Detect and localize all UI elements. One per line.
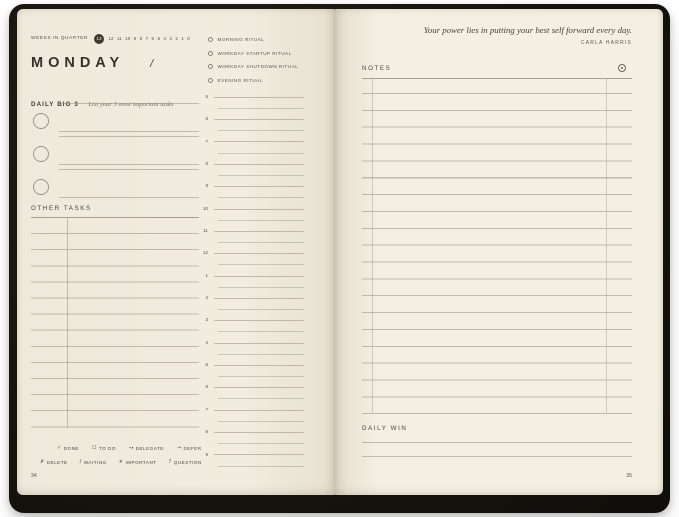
week-number: 10 (125, 36, 131, 41)
legend-item (119, 459, 157, 465)
legend-label: TO DO (98, 445, 116, 451)
legend-symbol-icon: ✳ (118, 459, 123, 465)
schedule-hour-label: 9 (205, 451, 208, 457)
half-hour-line (218, 264, 304, 265)
notes-heading-rule (362, 78, 632, 79)
ritual-label: WORKDAY SHUTDOWN RITUAL (217, 64, 299, 70)
legend-symbol-icon: → (176, 445, 182, 451)
daily-rituals-checklist (208, 33, 298, 87)
hour-line (214, 454, 304, 455)
half-hour-line (218, 354, 304, 355)
quote-author: CARLA HARRIS (580, 40, 632, 46)
day-header (31, 55, 153, 71)
week-number: 6 (151, 36, 155, 41)
ritual-row (208, 60, 298, 74)
right-page-number: 35 (626, 473, 632, 479)
legend-symbol-icon: ✗ (40, 459, 45, 465)
hour-line (214, 231, 304, 232)
hour-line (214, 164, 304, 165)
schedule-hour-label: 9 (205, 183, 208, 189)
legend-item (177, 445, 202, 451)
legend-label: DELEGATE (135, 445, 164, 451)
current-week-badge: 13 (94, 34, 104, 44)
big3-item (31, 136, 199, 169)
half-hour-line (218, 421, 304, 422)
big3-checkbox-circle (33, 113, 49, 129)
notes-right-margin-line (606, 79, 607, 413)
daily-schedule-column (195, 94, 305, 474)
schedule-hour-row (195, 384, 305, 406)
planner-notebook-cover (9, 4, 670, 513)
schedule-hour-row (195, 139, 305, 161)
half-hour-line (218, 331, 304, 332)
half-hour-line (218, 398, 304, 399)
schedule-hour-row (195, 407, 305, 429)
big3-checkbox-circle (33, 179, 49, 195)
hour-line (214, 186, 304, 187)
half-hour-line (218, 376, 304, 377)
week-number: 5 (157, 36, 161, 41)
week-number: 4 (163, 36, 166, 41)
notes-title: NOTES (362, 65, 392, 72)
schedule-hour-row (195, 295, 305, 317)
hour-line (214, 97, 304, 98)
schedule-hour-row (195, 94, 305, 116)
planner-right-page (335, 9, 663, 495)
schedule-hour-label: 7 (205, 138, 208, 144)
legend-item (40, 459, 68, 465)
big3-checkbox-circle (33, 146, 49, 162)
ritual-checkbox-circle (208, 37, 213, 42)
ritual-label: EVENING RITUAL (217, 77, 263, 83)
legend-row (40, 459, 211, 465)
writing-line (59, 131, 199, 132)
half-hour-line (218, 130, 304, 131)
writing-line (362, 442, 632, 443)
week-number: 0 (187, 36, 190, 41)
circled-dot-icon (618, 64, 626, 72)
other-tasks-ruled-lines (31, 218, 199, 431)
half-hour-line (218, 287, 304, 288)
daily-big3-title: DAILY BIG 3 (31, 101, 79, 108)
hour-line (214, 253, 304, 254)
hour-line (214, 276, 304, 277)
half-hour-line (218, 220, 304, 221)
legend-symbol-icon: ✓ (57, 445, 62, 451)
hour-line (214, 410, 304, 411)
legend-symbol-icon: ? (168, 459, 172, 465)
half-hour-line (218, 466, 304, 467)
left-page-number: 34 (31, 473, 37, 479)
schedule-hour-row (195, 228, 305, 250)
schedule-hour-row (195, 206, 305, 228)
schedule-hour-label: 7 (205, 406, 208, 412)
ritual-checkbox-circle (208, 64, 213, 69)
legend-label: DONE (63, 445, 79, 451)
schedule-hour-row (195, 161, 305, 183)
quote-text: Your power lies in putting your best self forward every day. (423, 25, 632, 35)
ritual-checkbox-circle (208, 51, 213, 56)
ritual-checkbox-circle (208, 78, 213, 83)
half-hour-line (218, 443, 304, 444)
ritual-label: MORNING RITUAL (217, 37, 265, 43)
half-hour-line (218, 197, 304, 198)
week-number: 1 (181, 36, 184, 41)
schedule-hour-row (195, 452, 305, 474)
legend-symbol-icon: ☐ (91, 445, 97, 451)
hour-line (214, 343, 304, 344)
hour-line (214, 365, 304, 366)
notes-ruled-lines (362, 93, 632, 415)
schedule-hour-row (195, 429, 305, 451)
daily-big3-subtitle: List your 3 most important tasks (88, 101, 174, 108)
other-tasks-checkbox-divider (67, 217, 68, 428)
day-title: MONDAY (31, 55, 125, 71)
legend-symbol-icon: / (79, 459, 82, 465)
schedule-hour-label: 2 (205, 295, 208, 301)
remaining-weeks-list (108, 36, 189, 41)
daily-big3-items (31, 103, 199, 202)
legend-item (169, 459, 202, 465)
schedule-hour-label: 1 (205, 272, 208, 278)
half-hour-line (218, 242, 304, 243)
hour-line (214, 209, 304, 210)
week-number: 8 (139, 36, 143, 41)
schedule-hour-label: 6 (205, 116, 208, 122)
schedule-hour-row (195, 116, 305, 138)
ritual-label: WORKDAY STARTUP RITUAL (217, 50, 292, 56)
other-tasks-title: OTHER TASKS (31, 205, 92, 212)
hour-line (214, 320, 304, 321)
schedule-hour-label: 5 (205, 362, 208, 368)
schedule-hour-label: 12 (202, 250, 208, 256)
writing-line (362, 456, 632, 457)
writing-line (59, 103, 199, 104)
task-symbol-legend (31, 445, 211, 473)
week-number: 3 (169, 36, 172, 41)
schedule-hour-row (195, 183, 305, 205)
hour-line (214, 119, 304, 120)
legend-label: QUESTION (173, 459, 202, 465)
legend-item (92, 445, 116, 451)
week-number: 2 (175, 36, 178, 41)
legend-row (57, 445, 211, 451)
legend-label: DEFER (183, 445, 202, 451)
weeks-in-quarter-tracker (31, 33, 190, 44)
ritual-row (208, 47, 298, 61)
week-number: 12 (108, 36, 114, 41)
writing-line (59, 169, 199, 170)
notes-left-margin-line (372, 79, 373, 413)
hour-line (214, 298, 304, 299)
half-hour-line (218, 309, 304, 310)
schedule-hour-row (195, 340, 305, 362)
schedule-hour-label: 8 (205, 161, 208, 167)
week-number: 9 (133, 36, 137, 41)
writing-line (59, 164, 199, 165)
legend-label: WAITING (83, 459, 107, 465)
date-slash: / (150, 58, 154, 70)
schedule-hour-label: 4 (205, 339, 208, 345)
week-number: 11 (116, 36, 122, 41)
legend-item (57, 445, 79, 451)
schedule-hour-label: 10 (202, 205, 208, 211)
schedule-hour-row (195, 250, 305, 272)
hour-line (214, 141, 304, 142)
daily-win-title: DAILY WIN (362, 425, 408, 432)
schedule-hour-row (195, 317, 305, 339)
schedule-hour-label: 11 (203, 228, 208, 234)
half-hour-line (218, 108, 304, 109)
week-number: 7 (145, 36, 149, 41)
weeks-in-quarter-label: WEEKS IN QUARTER (31, 36, 88, 41)
legend-item (129, 445, 164, 451)
ritual-row (208, 74, 298, 88)
legend-label: DELETE (46, 459, 68, 465)
writing-line (59, 197, 199, 198)
schedule-hour-label: 8 (205, 429, 208, 435)
big3-item (31, 169, 199, 202)
schedule-hour-label: 5 (205, 94, 208, 99)
hour-line (214, 432, 304, 433)
schedule-hour-label: 3 (205, 317, 208, 323)
legend-item (80, 459, 107, 465)
half-hour-line (218, 153, 304, 154)
big3-item (31, 103, 199, 136)
schedule-hour-row (195, 362, 305, 384)
legend-label: IMPORTANT (125, 459, 157, 465)
hour-line (214, 387, 304, 388)
half-hour-line (218, 175, 304, 176)
schedule-hour-row (195, 273, 305, 295)
legend-symbol-icon: ↝ (128, 445, 134, 451)
schedule-hour-label: 6 (205, 384, 208, 390)
daily-quote (424, 25, 632, 46)
planner-left-page (17, 9, 335, 495)
writing-line (59, 136, 199, 137)
ritual-row (208, 33, 298, 47)
